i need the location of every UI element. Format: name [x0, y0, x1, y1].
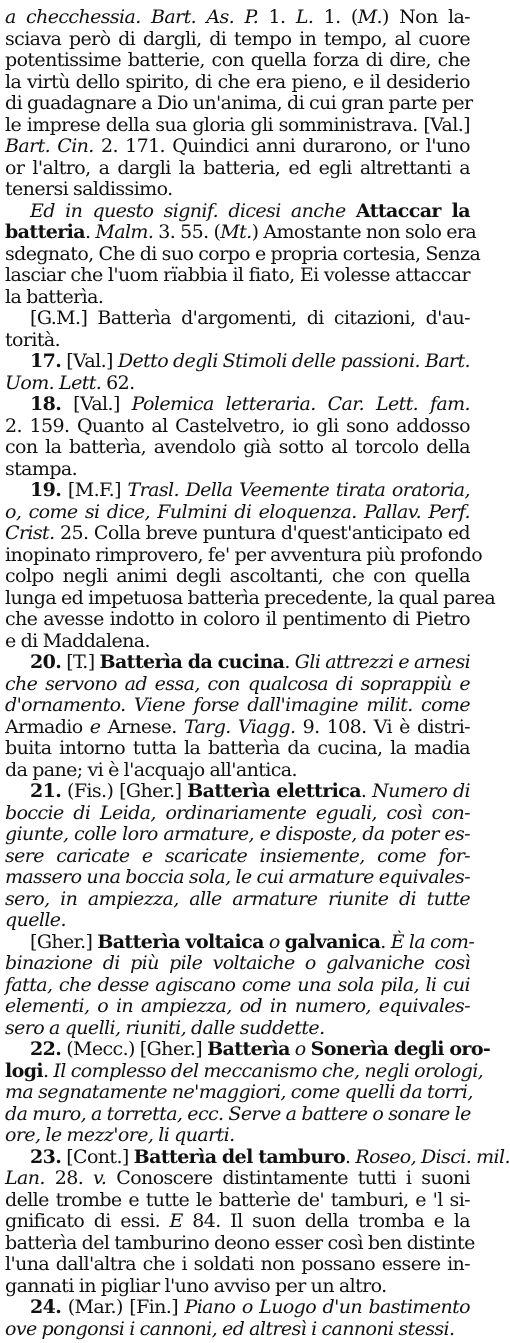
text-line: giunte, colle loro armature, e disposte, da poter es- — [5, 823, 470, 845]
text-line: 23. [Cont.] Batterìa del tamburo. Roseo, Disci. mil. — [30, 1145, 510, 1168]
text-line: binazione di più pile voltaiche o galvaniche così — [5, 952, 470, 974]
text-line: 22. (Mecc.) [Gher.] Batterìa o Sonerìa degli oro- — [30, 1038, 491, 1060]
text-line: la batterìa. — [5, 285, 104, 308]
text-line: ore, le mezz'ore, li quarti. — [5, 1124, 235, 1146]
text-line: elementi, o in ampiezza, od in numero, equivales- — [5, 995, 470, 1017]
text-line: delle trombe e tutte le batterìe de' tamburi, e 'l si- — [5, 1188, 470, 1211]
text-line: gnificato di essi. E 84. Il suon della tromba e la — [5, 1210, 470, 1232]
text-line: e di Maddalena. — [5, 629, 150, 652]
text-line: batteria. Malm. 3. 55. (Mt.) Amostante non solo era — [5, 221, 477, 243]
text-line: sero a quelli, riuniti, dalle suddette. — [5, 1016, 325, 1039]
text-line: 19. [M.F.] Trasl. Della Veemente tirata oratoria, — [30, 479, 470, 501]
text-line: 21. (Fis.) [Gher.] Batterìa elettrica. Numero di — [30, 780, 470, 802]
text-line: di guadagnare a Dio un'anima, di cui gran parte per — [5, 92, 473, 114]
text-line: sero, in ampiezza, alle armature riunite di tutte — [5, 887, 470, 910]
text-line: buita intorno tutta la batterìa da cucina, la madia — [5, 737, 470, 759]
text-line: a checchessia. Bart. As. P. 1. L. 1. (M.) Non la- — [5, 6, 470, 28]
text-line: torità. — [5, 328, 61, 351]
text-line: logi. Il complesso del meccanismo che, negli orologi, — [5, 1059, 484, 1082]
text-line: da muro, a torretta, ecc. Serve a battere o sonare le — [5, 1102, 471, 1125]
text-line: 18. [Val.] Polemica letteraria. Car. Lett. fam. — [30, 393, 470, 415]
text-line: ove pongonsi i cannoni, ed altresì i cannoni stessi. — [5, 1317, 455, 1340]
text-line: sciava però di dargli, di tempo in tempo, al cuore — [5, 27, 470, 50]
text-line: Ed in questo signif. dicesi anche Attaccar la — [30, 199, 470, 222]
text-line: Crist. 25. Colla breve puntura d'quest'anticipato ed — [5, 522, 470, 544]
text-line: lunga ed impetuosa batterìa precedente, la qual parea — [5, 586, 496, 609]
text-line: [Gher.] Batterìa voltaica o galvanica. È la com- — [30, 930, 475, 953]
text-line: fatta, che desse agiscano come una sola pila, li cui — [5, 973, 470, 996]
text-line: stampa. — [5, 457, 78, 480]
text-line: batterìa del tamburino deono esser così ben distinte — [5, 1231, 475, 1254]
text-line: massero una boccia sola, le cui armature equivales- — [5, 866, 471, 888]
text-line: o, come si dice, Fulmini di eloquenza. Pallav. Perf. — [5, 500, 470, 523]
text-line: che avesse indotto in coloro il pentimento di Pietro — [5, 608, 470, 630]
text-line: 2. 159. Quanto al Castelvetro, io gli sono addosso — [5, 414, 470, 437]
text-line: la virtù dello spirito, di che era pieno, e il desiderio — [5, 70, 470, 93]
text-line: Uom. Lett. 62. — [5, 371, 135, 394]
text-line: sdegnato, Che di suo corpo e propria cortesia, Senza — [5, 242, 481, 265]
text-line: potentissime batterie, con quella forza di dire, che — [5, 49, 470, 71]
text-line: l'una dall'altra che i soldati non possano essere in- — [5, 1253, 470, 1275]
text-line: lasciar che l'uom rïabbia il fiato, Ei volesse attaccar — [5, 264, 470, 286]
text-line: Lan. 28. v. Conoscere distintamente tutti i suoni — [5, 1167, 471, 1189]
text-line: 24. (Mar.) [Fin.] Piano o Luogo d'un bastimento — [30, 1296, 471, 1318]
text-line: sere caricate e scaricate insiemente, come for- — [5, 844, 470, 867]
text-line: ma segnatamente ne'maggiori, come quelli da torri, — [5, 1081, 473, 1103]
text-line: 20. [T.] Batterìa da cucina. Gli attrezzi e arnesi — [30, 651, 471, 673]
text-line: or l'altro, a dargli la batteria, ed egli altrettanti a — [5, 156, 470, 179]
text-line: tenersi saldissimo. — [5, 178, 173, 200]
text-line: gannati in pigliar l'uno avviso per un altro. — [5, 1274, 387, 1297]
text-line: Armadio e Arnese. Targ. Viagg. 9. 108. Vi è distri- — [5, 715, 470, 738]
text-line: d'ornamento. Viene forse dall'imagine milit. come — [5, 694, 470, 716]
text-line: colpo negli animi degli ascoltanti, che con quella — [5, 565, 470, 587]
text-line: boccie di Leida, ordinariamente eguali, così con- — [5, 801, 470, 824]
text-line: [G.M.] Batterìa d'argomenti, di citazioni, d'au- — [30, 307, 470, 329]
text-line: le imprese della sua gloria gli somministrava. [Val.] — [5, 113, 470, 136]
text-line: con la batterìa, avendolo già sotto al torcolo della — [5, 436, 470, 458]
text-line: inopinato rimprovero, fe' per avventura più profondo — [5, 543, 483, 566]
text-line: 17. [Val.] Detto degli Stimoli delle passioni. Bart. — [30, 350, 471, 372]
text-line: da pane; vi è l'acquajo all'antica. — [5, 758, 297, 781]
text-line: che servono ad essa, con qualcosa di soprappiù e — [5, 672, 470, 695]
text-line: quelle. — [5, 909, 66, 931]
text-line: Bart. Cin. 2. 171. Quindici anni durarono, or l'uno — [5, 135, 470, 157]
